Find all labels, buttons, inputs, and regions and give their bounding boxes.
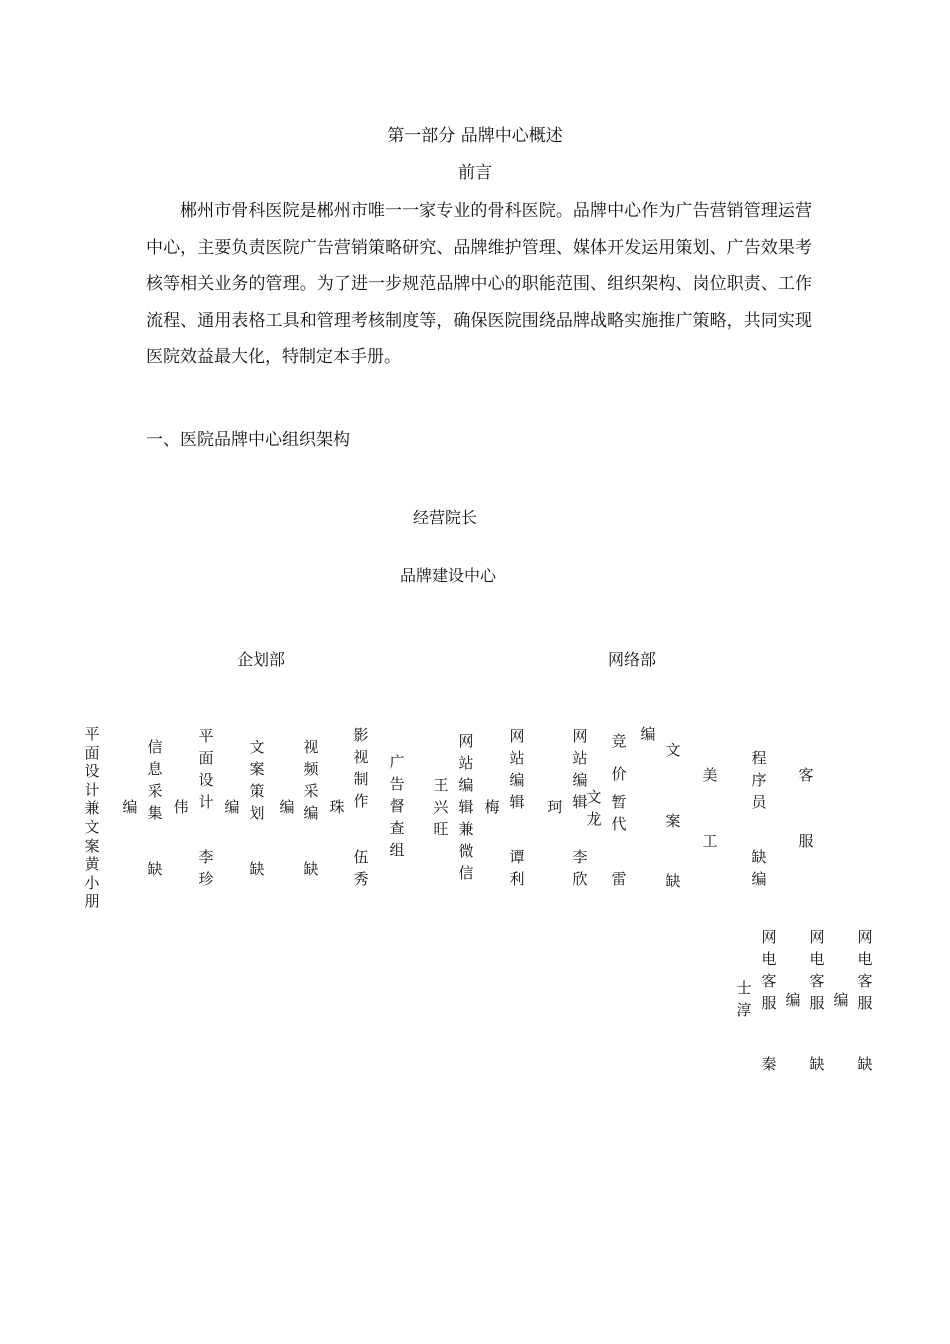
org-position: 李欣 (572, 848, 588, 888)
org-position: 秦 (761, 1055, 777, 1073)
org-center-node: 品牌建设中心 (400, 566, 497, 585)
org-dept-planning: 企划部 (237, 650, 286, 669)
org-position: 文龙 (586, 788, 602, 828)
org-position: 暂代 (611, 793, 627, 833)
preface-title: 前言 (458, 163, 492, 183)
org-position: 士淳 (736, 979, 752, 1019)
org-dept-network: 网络部 (608, 650, 657, 669)
org-position: 网电客服 (857, 928, 873, 1012)
org-position: 编 (640, 725, 656, 743)
org-position: 缺 (303, 860, 319, 878)
org-position: 网站编辑兼微信 (458, 732, 474, 882)
org-position: 缺 (809, 1055, 825, 1073)
org-position: 客 (798, 766, 814, 784)
org-position: 编 (224, 798, 240, 816)
org-position: 编 (785, 991, 801, 1009)
org-position: 编 (279, 798, 295, 816)
org-position: 谭利 (509, 848, 525, 888)
org-position: 伍秀 (353, 848, 369, 888)
part-title: 第一部分 品牌中心概述 (387, 126, 563, 146)
org-position: 缺 (665, 872, 681, 890)
org-position: 网电客服 (761, 928, 777, 1012)
org-position: 视频采编 (303, 738, 319, 822)
org-position: 影视制作 (353, 726, 369, 810)
org-top-node: 经营院长 (413, 508, 478, 527)
org-position: 工 (702, 832, 718, 850)
org-position: 缺 (249, 860, 265, 878)
org-position: 广告督查组 (389, 753, 405, 859)
org-position: 珂 (547, 798, 563, 816)
org-position: 美 (702, 766, 718, 784)
org-position: 文 (665, 741, 681, 759)
org-position: 网站编辑 (572, 727, 588, 811)
org-position: 竞价 (611, 732, 627, 783)
org-position: 信息采集 (147, 738, 163, 822)
org-position: 缺 (857, 1055, 873, 1073)
org-position: 伟 (173, 798, 189, 816)
org-position: 雷 (611, 870, 627, 888)
org-position: 梅 (484, 798, 500, 816)
org-position: 服 (798, 832, 814, 850)
org-position: 编 (122, 798, 138, 816)
org-position: 平面设计 (198, 727, 214, 811)
org-position: 文案策划 (249, 738, 265, 822)
preface-paragraph: 郴州市骨科医院是郴州市唯一一家专业的骨科医院。品牌中心作为广告营销管理运营中心，主要负责医院广告营销策略研究、品牌维护管理、媒体开发运用策划、广告效果考核等相关业务的管理。为了进一步规范品牌中心的职能范围、组织架构、岗位职责、工作流程、通用表格工具和管理考核制度等，确保医院围绕品牌战略实施推广策略，共同实现医院效益最大化，特制定本手册。 (146, 201, 812, 368)
org-position: 程序员 (751, 749, 767, 811)
org-position: 编 (833, 991, 849, 1009)
org-position: 网站编辑 (509, 727, 525, 811)
org-position: 平面设计兼文案黄小朋 (84, 725, 100, 911)
org-position: 缺编 (751, 848, 767, 888)
org-position: 缺 (147, 860, 163, 878)
section-heading: 一、医院品牌中心组织架构 (146, 430, 350, 450)
org-position: 网电客服 (809, 928, 825, 1012)
org-position: 珠 (329, 798, 345, 816)
org-position: 王兴旺 (433, 776, 449, 838)
org-position: 案 (665, 812, 681, 830)
org-position: 李珍 (198, 848, 214, 888)
